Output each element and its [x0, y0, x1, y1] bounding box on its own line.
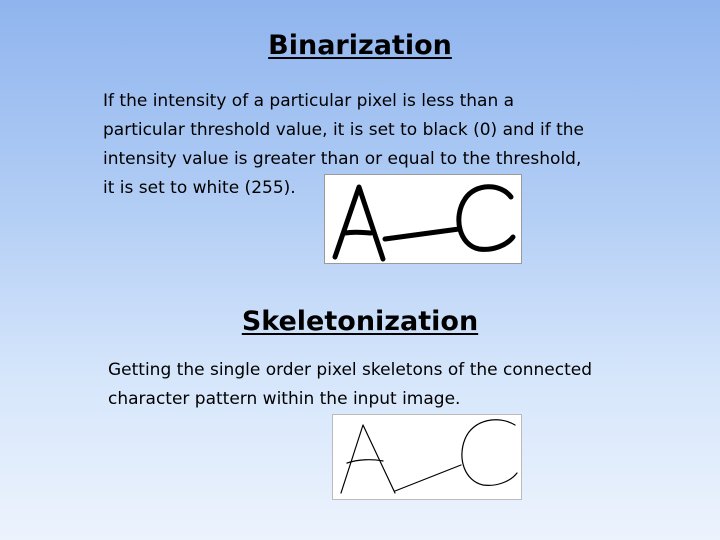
binarized-character-image [324, 174, 522, 264]
skeletonized-a-c-drawing [333, 415, 521, 499]
text-line: intensity value is greater than or equal to the threshold, [103, 149, 582, 169]
text-line: Getting the single order pixel skeletons of the connected [108, 360, 593, 380]
binarized-a-c-drawing [325, 175, 521, 263]
text-line: character pattern within the input image. [108, 389, 461, 409]
skeletonization-heading: Skeletonization [241, 306, 479, 337]
text-line: it is set to white (255). [103, 178, 296, 198]
skeletonized-character-image [332, 414, 522, 500]
text-line: If the intensity of a particular pixel is less than a [103, 91, 515, 111]
skeletonization-description [108, 356, 668, 414]
text-line: particular threshold value, it is set to black (0) and if the [103, 120, 584, 140]
binarization-heading: Binarization [268, 30, 452, 61]
